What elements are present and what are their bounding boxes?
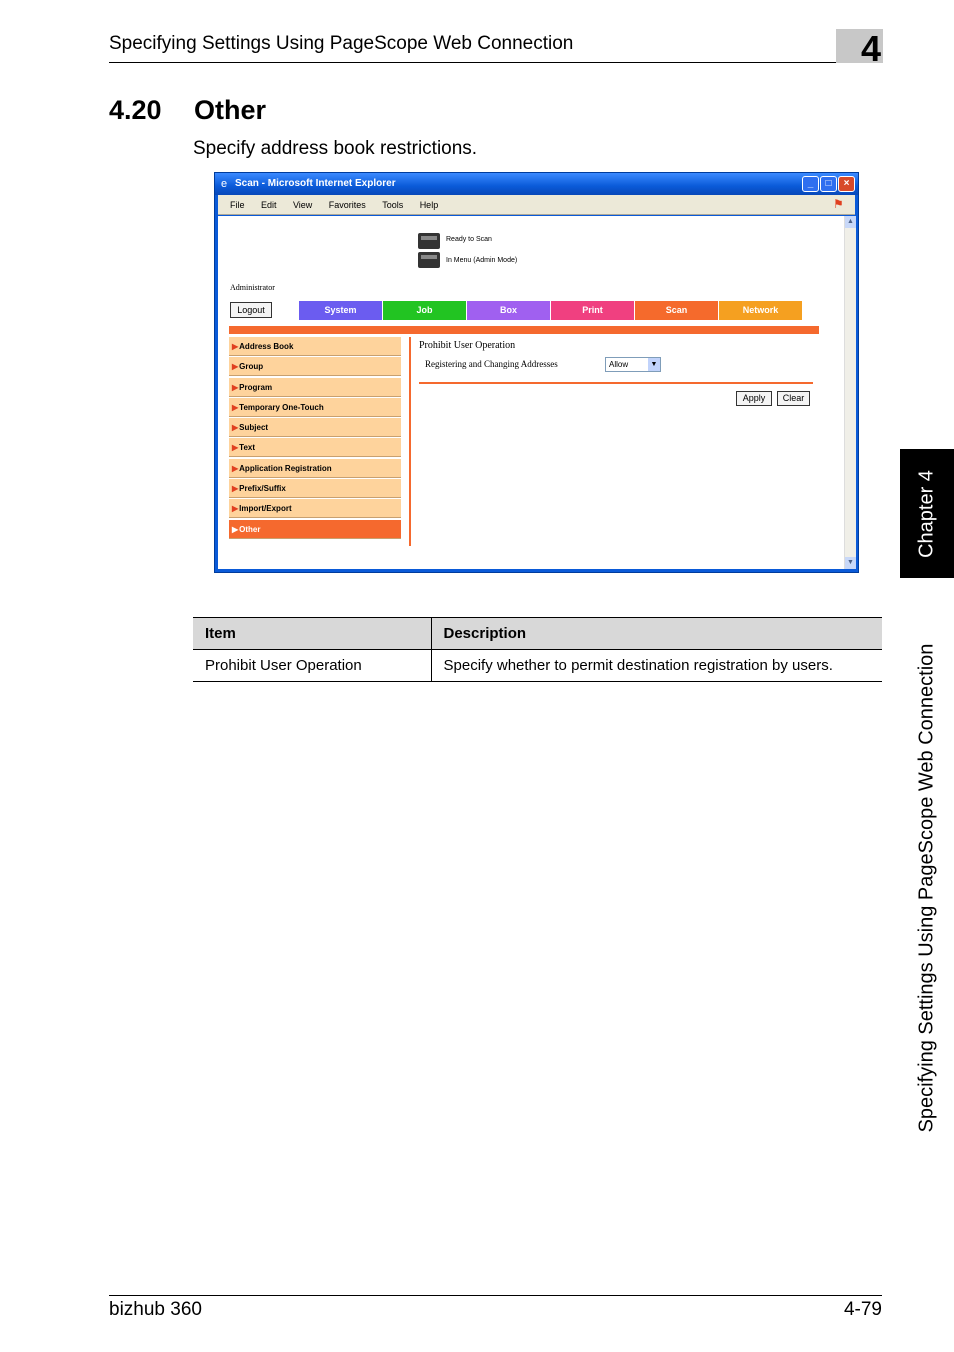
- minimize-icon[interactable]: _: [802, 176, 819, 192]
- arrow-right-icon: ▶: [232, 484, 239, 494]
- table-cell-item: Prohibit User Operation: [193, 650, 431, 682]
- menu-help[interactable]: Help: [419, 200, 439, 210]
- chapter-side-label: Chapter 4: [915, 469, 938, 558]
- footer-rule: [109, 1295, 882, 1296]
- description-table: [193, 617, 882, 682]
- side-running-title: Specifying Settings Using PageScope Web Connection: [915, 643, 938, 1133]
- menu-bar: [218, 195, 855, 215]
- section-name: Other: [194, 95, 267, 125]
- nav-item-other[interactable]: [229, 520, 401, 539]
- table-cell-description: Specify whether to permit destination registration by users.: [431, 650, 882, 682]
- ie-icon: e: [221, 178, 228, 190]
- nav-item-label: Application Registration: [239, 463, 332, 473]
- arrow-right-icon: ▶: [232, 362, 239, 372]
- nav-item-subject[interactable]: [229, 418, 401, 437]
- clear-button[interactable]: Clear: [777, 391, 810, 406]
- arrow-right-icon: ▶: [232, 342, 239, 351]
- nav-item-address-book[interactable]: [229, 337, 401, 356]
- arrow-right-icon: ▶: [232, 402, 239, 412]
- table-header-description: Description: [431, 618, 882, 650]
- arrow-right-icon: ▶: [232, 382, 239, 392]
- close-icon[interactable]: ×: [838, 176, 855, 192]
- vertical-scrollbar[interactable]: [844, 216, 856, 569]
- running-header-title: Specifying Settings Using PageScope Web Connection: [109, 33, 574, 54]
- tab-underline-bar: [229, 326, 819, 334]
- chapter-number-box: 4: [836, 29, 883, 63]
- window-title: Scan - Microsoft Internet Explorer: [235, 178, 396, 189]
- registering-select[interactable]: [605, 357, 661, 372]
- footer-page-number: 4-79: [843, 1299, 882, 1320]
- windows-flag-icon: ⚑: [833, 197, 844, 211]
- scroll-down-icon[interactable]: ▼: [845, 557, 856, 569]
- nav-item-import-export[interactable]: [229, 499, 401, 518]
- tab-box[interactable]: Box: [467, 301, 550, 320]
- window-titlebar: [215, 173, 858, 195]
- nav-item-label: Program: [239, 382, 273, 392]
- menu-edit[interactable]: Edit: [260, 200, 277, 210]
- nav-item-label: Subject: [239, 423, 269, 433]
- nav-item-text[interactable]: [229, 438, 401, 457]
- nav-divider: [409, 337, 411, 546]
- registering-select-value: Allow: [609, 360, 629, 369]
- apply-button[interactable]: Apply: [736, 391, 772, 406]
- menu-view[interactable]: View: [292, 200, 313, 210]
- chevron-down-icon[interactable]: ▼: [648, 358, 660, 371]
- tab-scan[interactable]: Scan: [635, 301, 718, 320]
- user-label: Administrator: [230, 283, 275, 292]
- arrow-right-icon: ▶: [232, 504, 239, 514]
- section-number: 4.20: [109, 95, 162, 125]
- tab-network[interactable]: Network: [719, 301, 802, 320]
- menu-favorites[interactable]: Favorites: [328, 200, 366, 210]
- printer-status-icon: [418, 233, 440, 249]
- nav-item-label: Address Book: [239, 342, 294, 351]
- arrow-right-icon: ▶: [232, 423, 239, 433]
- field-label: Registering and Changing Addresses: [425, 359, 558, 369]
- table-header-row: [193, 618, 882, 650]
- maximize-icon[interactable]: □: [820, 176, 837, 192]
- status-ready: Ready to Scan: [446, 236, 492, 243]
- nav-item-prefix-suffix[interactable]: [229, 479, 401, 498]
- chapter-side-tab: [900, 449, 954, 578]
- nav-item-label: Prefix/Suffix: [239, 484, 286, 494]
- header-rule: [109, 62, 882, 63]
- nav-item-label: Other: [239, 524, 261, 534]
- panel-rule: [419, 382, 813, 384]
- nav-item-program[interactable]: [229, 378, 401, 397]
- browser-window: [214, 172, 859, 573]
- footer-product: bizhub 360: [109, 1299, 202, 1320]
- tab-job[interactable]: Job: [383, 301, 466, 320]
- table-header-item: Item: [193, 618, 431, 650]
- arrow-right-icon: ▶: [232, 463, 239, 473]
- nav-item-label: Text: [239, 443, 256, 453]
- menu-file[interactable]: File: [230, 200, 245, 210]
- menu-tools[interactable]: Tools: [382, 200, 404, 210]
- status-mode: In Menu (Admin Mode): [446, 257, 518, 264]
- nav-item-label: Group: [239, 362, 264, 372]
- arrow-right-icon: ▶: [232, 443, 239, 453]
- category-tabs: [299, 301, 803, 320]
- section-intro: Specify address book restrictions.: [193, 138, 478, 159]
- page-content: [218, 216, 844, 569]
- tab-system[interactable]: System: [299, 301, 382, 320]
- nav-item-group[interactable]: [229, 357, 401, 376]
- arrow-right-icon: ▶: [232, 524, 239, 534]
- nav-item-label: Import/Export: [239, 504, 292, 514]
- scroll-up-icon[interactable]: ▲: [845, 216, 856, 228]
- logout-button[interactable]: Logout: [230, 302, 272, 318]
- panel-title: Prohibit User Operation: [419, 340, 516, 351]
- tab-print[interactable]: Print: [551, 301, 634, 320]
- section-title: [109, 95, 266, 126]
- printer-mode-icon: [418, 252, 440, 268]
- nav-item-label: Temporary One-Touch: [239, 402, 324, 412]
- nav-item-temporary-one-touch[interactable]: [229, 398, 401, 417]
- nav-item-application-registration[interactable]: [229, 459, 401, 478]
- left-nav: [229, 337, 401, 540]
- table-row: [193, 650, 882, 682]
